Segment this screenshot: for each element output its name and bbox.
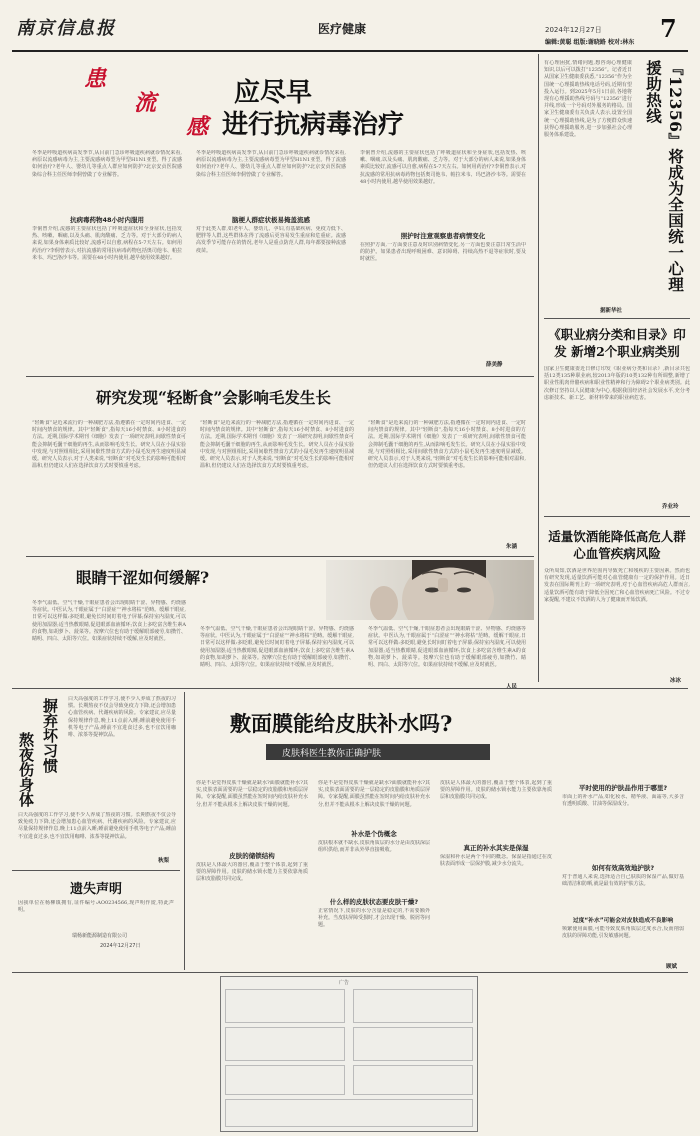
notice-date: 2024年12月27日 bbox=[100, 943, 141, 949]
right-rule-1 bbox=[544, 318, 690, 319]
flu-title-line-1: 应尽早 bbox=[234, 78, 313, 108]
dry-eyes-title: 眼睛干涩如何缓解? bbox=[76, 568, 210, 587]
skin-subhead-6: 如何有效高效地护肤? bbox=[591, 864, 655, 872]
skin-subhead-4: 真正的补水其实是保湿 bbox=[463, 844, 529, 852]
dry-eyes-col-1: 冬季气温低、空气干燥,干眼症患者会出现眼睛干涩、异物感、灼烧感等症状。中医认为,干眼症属于“白涩症”“神水将枯”范畴。缓解干眼症,日常可以这样做:多眨眼,避免长时间盯着电子屏幕;保持室内湿度,可以使用加湿器;适当热敷眼睛,促进眼部血液循环;饮食上多吃富含维生素A的食物,如胡萝卜、菠菜等。按摩穴位也有助于缓解眼部疲劳,如攒竹、睛明、四白、太阳等穴位。如果症状持续不缓解,应及时就医。 bbox=[32, 600, 186, 643]
alcohol-byline: 冰冰 bbox=[670, 678, 682, 684]
hotline-byline: 据新华社 bbox=[600, 308, 623, 314]
skin-para-4: 保湿和补水是两个不同的概念。保湿是指通过在皮肤表面形成一层保护膜,减少水分流失。 bbox=[440, 854, 552, 868]
alcohol-article bbox=[544, 520, 690, 686]
dry-eyes-col-3: 冬季气温低、空气干燥,干眼症患者会出现眼睛干涩、异物感、灼烧感等症状。中医认为,干眼症属于“白涩症”“神水将枯”范畴。缓解干眼症,日常可以这样做:多眨眼,避免长时间盯着电子屏幕;保持室内湿度,可以使用加湿器;适当热敷眼睛,促进眼部血液循环;饮食上多吃富含维生素A的食物,如胡萝卜、菠菜等。按摩穴位也有助于缓解眼部疲劳,如攒竹、睛明、四白、太阳等穴位。如果症状持续不缓解,应及时就医。 bbox=[368, 626, 526, 669]
late-night-body: 白天高强度的工作学习,使不少人养成了熬夜的习惯。长期熬夜不仅会导致免疫力下降,还会增加患心血管疾病、代谢疾病的风险。专家建议,应尽量保持规律作息,晚上11点前入睡;睡前避免使用手机等电子产品;睡前不宜进食过多,也不宜饮用咖啡、浓茶等提神饮品。 bbox=[68, 696, 176, 739]
right-rule-2 bbox=[544, 516, 690, 517]
notice-body: 因我单位在杨柳镇拥有,证件编号:AO0234566,现声明作废,特此声明。 bbox=[18, 900, 174, 914]
skin-para-2: 皮肤根本就不缺水,皮肤角质层的水分是由皮肤深层组织供给,而并非从外界直接吸收。 bbox=[318, 840, 430, 854]
section-label: 医疗健康 bbox=[318, 22, 367, 36]
skin-para-7: 频繁使用面膜,可能导致皮肤角质层过度水合,反而削弱皮肤的屏障功能,引发敏感问题。 bbox=[562, 926, 684, 940]
occupational-title: 《职业病分类和目录》印发 新增2个职业病类别 bbox=[548, 327, 686, 359]
flu-para-col3-top: 李侗曾介绍,流感的主要症状包括了呼吸道症状和全身症状,包括发热、咳嗽、咽痛,以及头痛、肌肉酸痛、乏力等。对于大部分的病人来说,如果身体素质比较好,流感可以自愈,病程在5-7天左右。如何用药治疗?李侗曾表示,对抗流感的常用抗病毒药物包括奥司他韦、帕拉米韦、玛巴洛沙韦等。需要在48小时内使用,越早使用效果越好。 bbox=[360, 150, 526, 185]
ad-top-rule bbox=[12, 972, 688, 973]
skin-intro: 你是不是觉得皮肤干燥就是缺水?面膜就能补水?其实,皮肤表面需要的是一层稳定的皮脂膜和角质层屏障。专家提醒,面膜虽然能在短时间内给皮肤补充水分,但并不能从根本上解决皮肤干燥的问题。 bbox=[196, 780, 308, 808]
flu-subhead-1: 抗病毒药物48小时内服用 bbox=[69, 216, 145, 224]
flu-title-line-2: 进行抗病毒治疗 bbox=[222, 110, 405, 140]
flu-kicker-3: 感 bbox=[186, 114, 209, 140]
flu-subhead-2: 脑梗人群症状极易掩盖流感 bbox=[232, 216, 310, 224]
skin-para-1: 皮肤是人体最大的器官,覆盖于整个体表,起到了重要的屏障作用。皮肤的储水锁水能力主要依靠角质层和皮脂膜共同完成。 bbox=[196, 862, 308, 883]
skin-subhead-7: 过度“补水”可能会对皮肤造成不良影响 bbox=[572, 918, 674, 924]
occupational-article bbox=[544, 322, 690, 512]
notice-top-rule bbox=[12, 870, 180, 871]
advertisement-block bbox=[220, 976, 478, 1132]
skin-para-3: 正常情况下,皮肤的水分含量是稳定的,不需要额外补充。当皮肤屏障受损时,才会出现干燥、脱屑等问题。 bbox=[318, 908, 430, 929]
late-night-title-1: 熬夜伤身体 bbox=[17, 732, 35, 807]
alcohol-title: 适量饮酒能降低高危人群心血管疾病风险 bbox=[548, 529, 686, 561]
skin-title: 敷面膜能给皮肤补水吗? bbox=[230, 711, 453, 736]
ad-cell bbox=[225, 1065, 345, 1095]
fasting-title: 研究发现“轻断食”会影响毛发生长 bbox=[96, 388, 331, 407]
skin-subhead-5: 平时使用的护肤品作用于哪里? bbox=[578, 784, 668, 792]
issue-date: 2024年12月27日 bbox=[545, 26, 602, 34]
fasting-col-3: “轻断食”是近来流行的一种减肥方法,指遵循在一定时间内进食、一定时间内禁食的规律。其中“轻断食”,指每天16小时禁食、8小时进食的方法。近期,国际学术期刊《细胞》发表了一项研究表明,间歇性禁食可能会抑制毛囊干细胞的再生,从而影响毛发生长。研究人员在小鼠实验中发现,与对照组相比,采用间歇性禁食方式的小鼠毛发再生速度明显减缓。研究人员表示,对于人类来说,“轻断食”对毛发生长的影响可能相对温和,但仍建议人们在选择饮食方式时要慎重考虑。 bbox=[368, 420, 526, 470]
masthead bbox=[0, 0, 700, 46]
skin-subhead-3: 什么样的皮肤状态要皮肤干燥? bbox=[329, 898, 419, 906]
fasting-col-2: “轻断食”是近来流行的一种减肥方法,指遵循在一定时间内进食、一定时间内禁食的规律。其中“轻断食”,指每天16小时禁食、8小时进食的方法。近期,国际学术期刊《细胞》发表了一项研究表明,间歇性禁食可能会抑制毛囊干细胞的再生,从而影响毛发生长。研究人员在小鼠实验中发现,与对照组相比,采用间歇性禁食方式的小鼠毛发再生速度明显减缓。研究人员表示,对于人类来说,“轻断食”对毛发生长的影响可能相对温和,但仍建议人们在选择饮食方式时要慎重考虑。 bbox=[200, 420, 354, 470]
skin-subhead-2: 补水是个伪概念 bbox=[351, 830, 397, 838]
dry-eyes-col-2: 冬季气温低、空气干燥,干眼症患者会出现眼睛干涩、异物感、灼烧感等症状。中医认为,干眼症属于“白涩症”“神水将枯”范畴。缓解干眼症,日常可以这样做:多眨眼,避免长时间盯着电子屏幕;保持室内湿度,可以使用加湿器;适当热敷眼睛,促进眼部血液循环;饮食上多吃富含维生素A的食物,如胡萝卜、菠菜等。按摩穴位也有助于缓解眼部疲劳,如攒竹、睛明、四白、太阳等穴位。如果症状持续不缓解,应及时就医。 bbox=[200, 626, 354, 669]
ad-cell bbox=[353, 1027, 473, 1061]
flu-subhead-3: 照护时注意观察患者病情变化 bbox=[400, 232, 486, 240]
hotline-body: 有心理困扰,情绪问题,想咨询心理健康知识,以后可以拨打“12356”。记者近日从国家卫生健康委获悉,“12356”作为全国统一心理援助热线电话号码,近期有望投入运行。到2025年5月1日前,各地将现有心理援助热线号码与“12356”进行并线,形成一个号码对外服务的格局。国家卫生健康委有关负责人表示,设置全国统一心理援助热线,是为了方便群众快速获得心理援助服务,进一步加强社会心理服务体系建设。 bbox=[544, 60, 632, 139]
hotline-quote: 『12356』将成为全国统一心理援助热线 bbox=[644, 60, 685, 293]
skin-byline: 顾斌 bbox=[666, 964, 678, 970]
fasting-byline: 朱涵 bbox=[506, 544, 518, 550]
ad-label: 广告 bbox=[339, 980, 350, 986]
flu-kicker-2: 流 bbox=[134, 90, 157, 116]
flu-para-1: 李侗曾介绍,流感的主要症状包括了呼吸道症状和全身症状,包括发热、咳嗽、咽痛,以及头痛、肌肉酸痛、乏力等。对于大部分的病人来说,如果身体素质比较好,流感可以自愈,病程在5-7天左右。如何用药治疗?李侗曾表示,对抗流感的常用抗病毒药物包括奥司他韦、帕拉米韦、玛巴洛沙韦等。需要在48小时内使用,越早使用效果越好。 bbox=[32, 226, 182, 261]
notice-signer: 瑞杨新能源制造有限公司 bbox=[72, 933, 128, 939]
dry-eyes-byline: 人民 bbox=[506, 684, 518, 690]
skin-article bbox=[190, 692, 688, 970]
late-night-byline: 秋梨 bbox=[158, 858, 170, 864]
skin-para-5: 市面上的补水产品,如化妆水、精华液、面霜等,大多含有透明质酸、甘油等保湿成分。 bbox=[562, 794, 684, 808]
flu-intro: 冬季是呼吸道疾病高发季节,从目前门急诊呼吸道疾病就诊情况来看,病原以流感病毒为主,主要流感病毒型为甲型H1N1亚型。得了流感如何治疗?老年人、婴幼儿等重点人群应如何防护?北京安贞医院感染综合科主任医师李侗曾做了专业解答。 bbox=[32, 150, 182, 178]
notice-title: 遗失声明 bbox=[69, 882, 122, 897]
flu-feature bbox=[26, 54, 534, 374]
ad-cell bbox=[225, 1099, 473, 1127]
flu-para-2: 对于此类人群,如老年人、婴幼儿、孕妇,有基础疾病、免疫力低下、肥胖等人群,这些群体在得了流感后更容易发生重症和危重症。流感高发季节可能存在的情况,老年人是重点防范人群,每年都要接种流感疫苗。 bbox=[196, 226, 346, 254]
fasting-article bbox=[26, 380, 534, 554]
ad-cell bbox=[353, 989, 473, 1023]
flu-para-3: 在照护方面,一方面要注意及时识别病情变化,另一方面也要注意日常生活中的防护。如果患者出现呼吸困难、意识障碍、持续高热不退等症状时,要及时就医。 bbox=[360, 242, 526, 263]
dry-eyes-top-rule bbox=[26, 556, 534, 557]
loss-notice bbox=[12, 874, 180, 964]
flu-byline: 薛美静 bbox=[486, 362, 503, 368]
skin-subtitle: 皮肤科医生教你正确护肤 bbox=[282, 749, 382, 759]
skin-para-6: 对于普通人来说,选择适合自己肤质的保湿产品,做好基础清洁和防晒,就是最有效的护肤方法。 bbox=[562, 874, 684, 888]
skin-col3-top: 皮肤是人体最大的器官,覆盖于整个体表,起到了重要的屏障作用。皮肤的储水锁水能力主要依靠角质层和皮脂膜共同完成。 bbox=[440, 780, 552, 801]
occupational-byline: 乔业玲 bbox=[662, 504, 679, 510]
skin-subhead-1: 皮肤的储锁结构 bbox=[229, 852, 275, 860]
late-night-body-lower: 白天高强度的工作学习,使不少人养成了熬夜的习惯。长期熬夜不仅会导致免疫力下降,还会增加患心血管疾病、代谢疾病的风险。专家建议,应尽量保持规律作息,晚上11点前入睡;睡前避免使用手机等电子产品;睡前不宜进食过多,也不宜饮用咖啡、浓茶等提神饮品。 bbox=[18, 812, 176, 840]
paper-name: 南京信息报 bbox=[16, 18, 116, 39]
ad-cell bbox=[225, 989, 345, 1023]
alcohol-body: 众所周知,饮酒是世界范围内导致死亡和残疾的主要因素。然而也有研究发现,适量饮酒可能对心血管健康有一定的保护作用。近日发表在国际期刊上的一项研究表明,对于心血管疾病高危人群而言,适量饮酒可能有助于降低全因死亡和心血管疾病死亡风险。不过专家提醒,不建议不饮酒的人为了健康而开始饮酒。 bbox=[544, 568, 690, 603]
flu-para-col2-top: 冬季是呼吸道疾病高发季节,从目前门急诊呼吸道疾病就诊情况来看,病原以流感病毒为主,主要流感病毒型为甲型H1N1亚型。得了流感如何治疗?老年人、婴幼儿等重点人群应如何防护?北京安贞医院感染综合科主任医师李侗曾做了专业解答。 bbox=[196, 150, 346, 178]
occupational-body: 国家卫生健康委近日修订印发《职业病分类和目录》,新目录共包括12类135种职业病,较2013年版的10类132种有所调整,新增了职业性肌肉骨骼疾病和职业性精神和行为障碍2个职业病类别。此次修订坚持以人民健康为中心,根据我国经济社会发展水平,充分考虑新技术、新工艺、新材料带来的职业病危害。 bbox=[544, 366, 690, 401]
sidebar-rule bbox=[184, 692, 185, 970]
masthead-rule bbox=[12, 50, 688, 52]
lower-section-rule bbox=[12, 688, 688, 689]
hotline-article bbox=[544, 54, 690, 316]
editor-credits: 编辑:黄聪 组版:谢晓路 校对:林东 bbox=[545, 39, 635, 46]
page-number: 7 bbox=[660, 14, 677, 43]
dry-eyes-photo bbox=[326, 560, 534, 620]
skin-col2-top: 你是不是觉得皮肤干燥就是缺水?面膜就能补水?其实,皮肤表面需要的是一层稳定的皮脂膜和角质层屏障。专家提醒,面膜虽然能在短时间内给皮肤补充水分,但并不能从根本上解决皮肤干燥的问题。 bbox=[318, 780, 430, 808]
ad-cell bbox=[225, 1027, 345, 1061]
dry-eyes-article bbox=[26, 560, 534, 692]
right-column-rule bbox=[538, 54, 539, 682]
ad-cell bbox=[353, 1065, 473, 1095]
fasting-top-rule bbox=[26, 376, 534, 377]
flu-kicker-1: 患 bbox=[84, 66, 107, 92]
late-night-title-2: 摒弃坏习惯 bbox=[41, 698, 59, 773]
fasting-col-1: “轻断食”是近来流行的一种减肥方法,指遵循在一定时间内进食、一定时间内禁食的规律。其中“轻断食”,指每天16小时禁食、8小时进食的方法。近期,国际学术期刊《细胞》发表了一项研究表明,间歇性禁食可能会抑制毛囊干细胞的再生,从而影响毛发生长。研究人员在小鼠实验中发现,与对照组相比,采用间歇性禁食方式的小鼠毛发再生速度明显减缓。研究人员表示,对于人类来说,“轻断食”对毛发生长的影响可能相对温和,但仍建议人们在选择饮食方式时要慎重考虑。 bbox=[32, 420, 186, 470]
late-night-article bbox=[12, 692, 180, 868]
